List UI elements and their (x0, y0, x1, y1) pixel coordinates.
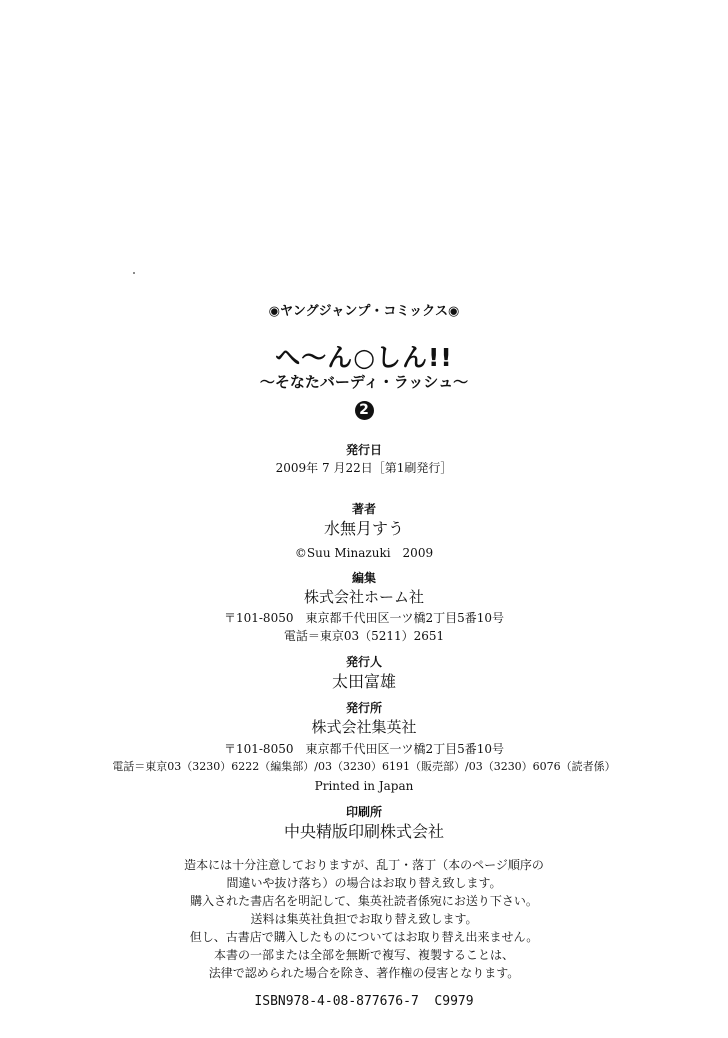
printer-heading: 印刷所 (345, 805, 382, 819)
publisher-heading: 発行所 (345, 701, 382, 715)
notice-line: 購入された書店名を明記して、集英社読者係宛にお送り下さい。 (190, 894, 538, 908)
notice-line: 間違いや抜け落ち）の場合はお取り替え致します。 (226, 876, 502, 890)
publisher-phones: 電話＝東京03（3230）6222（編集部）/03（3230）6191（販売部）/03（3230）6076（読者係） (112, 760, 616, 773)
printed-in-japan: Printed in Japan (314, 779, 414, 793)
author-name: 水無月すう (323, 519, 404, 538)
publisher-person-heading: 発行人 (345, 655, 382, 669)
editor-phone: 電話＝東京03（5211）2651 (283, 629, 445, 643)
editor-company: 株式会社ホーム社 (303, 588, 424, 606)
notice-line: 法律で認められた場合を除き、著作権の侵害となります。 (208, 966, 520, 980)
publisher-company: 株式会社集英社 (311, 718, 417, 736)
printer-company: 中央精版印刷株式会社 (283, 822, 444, 841)
notice-line: 送料は集英社負担でお取り替え致します。 (250, 912, 478, 926)
issue-heading: 発行日 (345, 443, 382, 457)
notice-line: 造本には十分注意しておりますが、乱丁・落丁（本のページ順序の (184, 858, 544, 872)
author-copyright: ©Suu Minazuki 2009 (294, 546, 434, 560)
publisher-person-name: 太田富雄 (331, 672, 396, 691)
notice-line: 但し、古書店で購入したものについてはお取り替え出来ません。 (189, 930, 539, 944)
editor-heading: 編集 (351, 571, 376, 585)
series-label: ◉ヤングジャンプ・コミックス◉ (268, 304, 460, 319)
book-title: へ〜ん○しん!! (275, 343, 453, 372)
volume-number-badge: 2 (355, 401, 374, 420)
publisher-address: 〒101-8050 東京都千代田区一ツ橋2丁目5番10号 (223, 742, 505, 756)
editor-address: 〒101-8050 東京都千代田区一ツ橋2丁目5番10号 (223, 611, 505, 625)
book-subtitle: 〜そなたバーディ・ラッシュ〜 (259, 373, 469, 391)
scan-speck (133, 272, 135, 274)
issue-date: 2009年 7 月22日［第1刷発行］ (275, 461, 453, 475)
author-heading: 著者 (351, 502, 376, 516)
notice-line: 本書の一部または全部を無断で複写、複製することは、 (213, 948, 514, 962)
volume-line (0, 401, 728, 420)
isbn-code: ISBN978-4-08-877676-7 C9979 (254, 994, 474, 1009)
